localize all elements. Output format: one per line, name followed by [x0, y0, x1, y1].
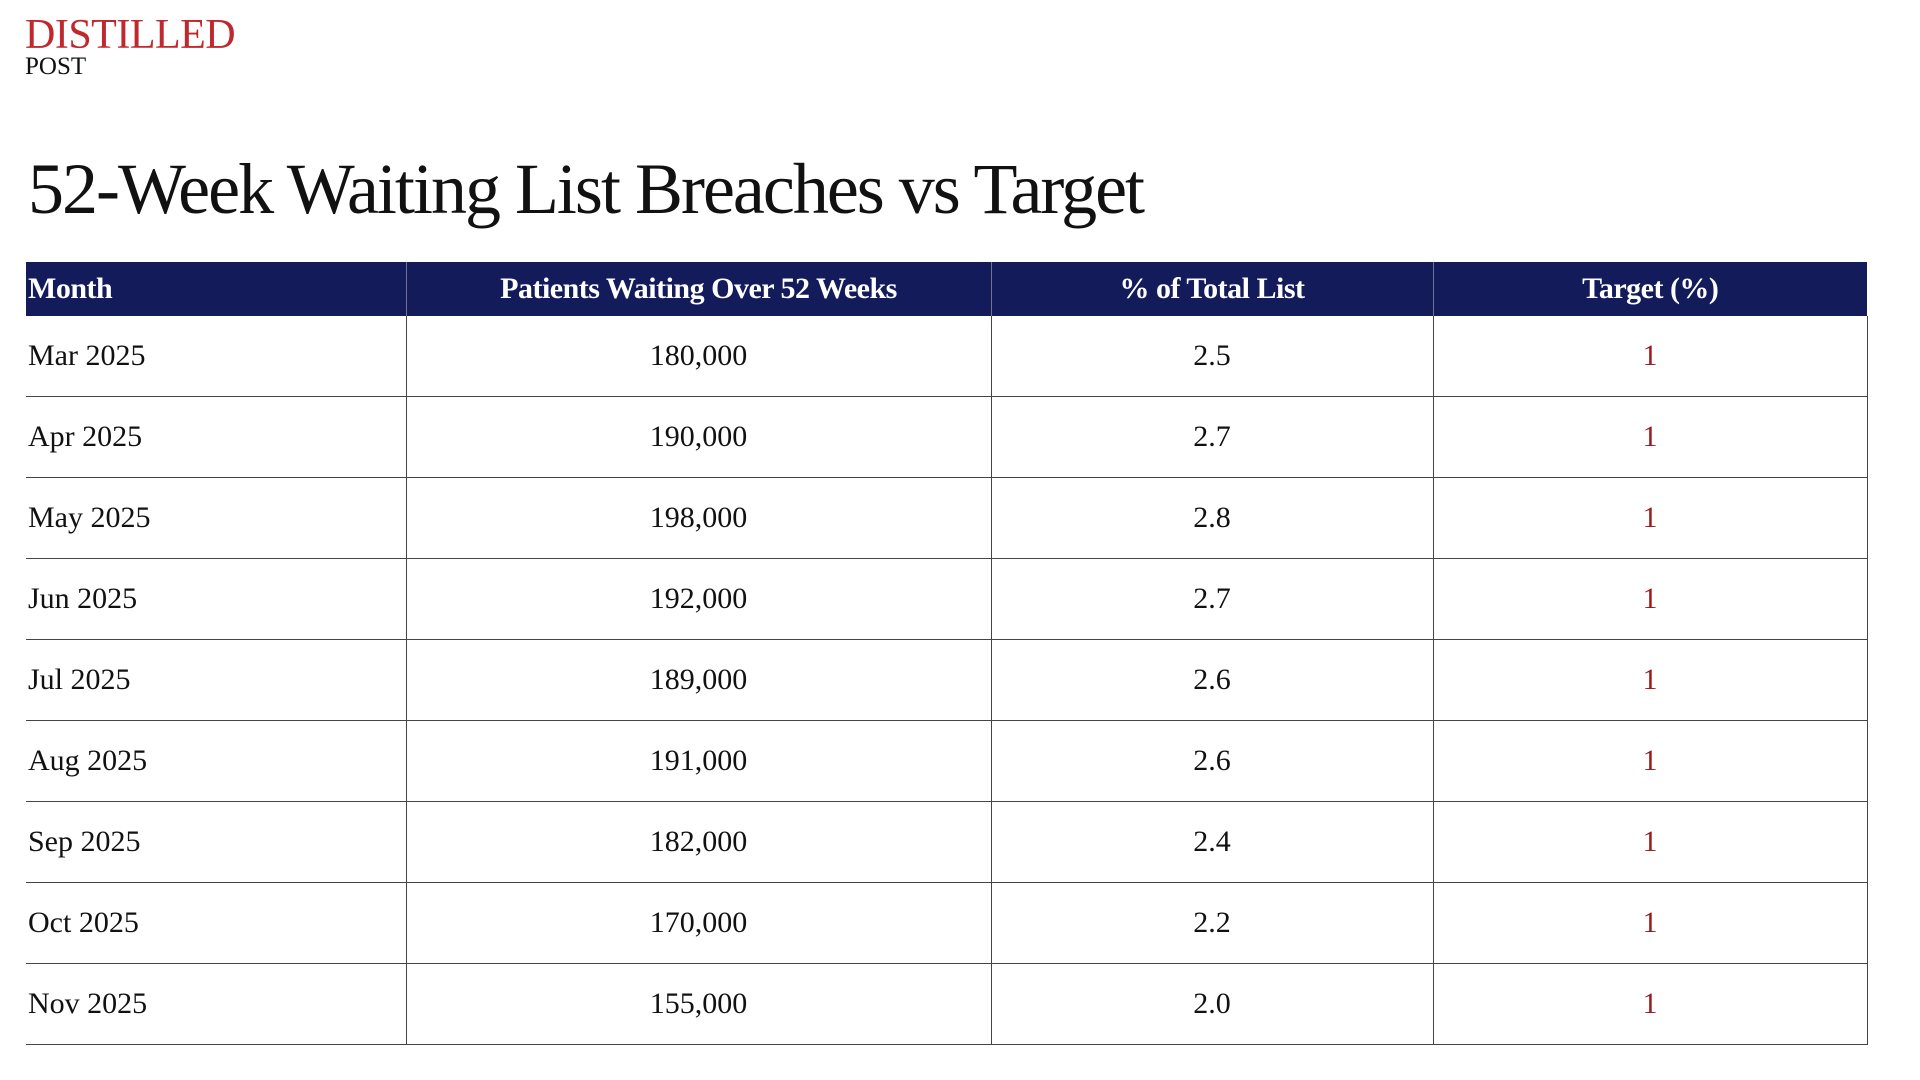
- month-cell: Sep 2025: [26, 802, 406, 883]
- month-cell: Jul 2025: [26, 640, 406, 721]
- column-header-patients: Patients Waiting Over 52 Weeks: [406, 262, 991, 316]
- patients-cell: 189,000: [406, 640, 991, 721]
- table-row: [26, 397, 1867, 478]
- table-row: [26, 721, 1867, 802]
- table-row: [26, 559, 1867, 640]
- patients-cell: 155,000: [406, 964, 991, 1045]
- brand-logo: [25, 14, 235, 79]
- target-cell: 1: [1433, 316, 1867, 397]
- month-cell: Aug 2025: [26, 721, 406, 802]
- target-cell: 1: [1433, 721, 1867, 802]
- target-cell: 1: [1433, 640, 1867, 721]
- column-header-target: Target (%): [1433, 262, 1867, 316]
- percent-cell: 2.2: [991, 883, 1433, 964]
- target-cell: 1: [1433, 478, 1867, 559]
- month-cell: Apr 2025: [26, 397, 406, 478]
- percent-cell: 2.7: [991, 397, 1433, 478]
- month-cell: Jun 2025: [26, 559, 406, 640]
- percent-cell: 2.6: [991, 721, 1433, 802]
- target-cell: 1: [1433, 964, 1867, 1045]
- column-header-month: Month: [26, 262, 406, 316]
- month-cell: Oct 2025: [26, 883, 406, 964]
- patients-cell: 192,000: [406, 559, 991, 640]
- table-row: [26, 964, 1867, 1045]
- table-row: [26, 883, 1867, 964]
- brand-sub: POST: [25, 53, 87, 80]
- patients-cell: 180,000: [406, 316, 991, 397]
- percent-cell: 2.8: [991, 478, 1433, 559]
- table-header-row: [26, 262, 1867, 316]
- percent-cell: 2.7: [991, 559, 1433, 640]
- table-row: [26, 478, 1867, 559]
- percent-cell: 2.5: [991, 316, 1433, 397]
- page-title: 52-Week Waiting List Breaches vs Target: [28, 149, 1144, 229]
- brand-name: DISTILLED: [25, 12, 236, 58]
- percent-cell: 2.0: [991, 964, 1433, 1045]
- target-cell: 1: [1433, 883, 1867, 964]
- data-table: [26, 262, 1868, 1045]
- patients-cell: 190,000: [406, 397, 991, 478]
- table-row: [26, 316, 1867, 397]
- month-cell: May 2025: [26, 478, 406, 559]
- column-header-percent: % of Total List: [991, 262, 1433, 316]
- table-row: [26, 802, 1867, 883]
- patients-cell: 170,000: [406, 883, 991, 964]
- percent-cell: 2.4: [991, 802, 1433, 883]
- target-cell: 1: [1433, 397, 1867, 478]
- percent-cell: 2.6: [991, 640, 1433, 721]
- target-cell: 1: [1433, 559, 1867, 640]
- patients-cell: 191,000: [406, 721, 991, 802]
- patients-cell: 198,000: [406, 478, 991, 559]
- month-cell: Mar 2025: [26, 316, 406, 397]
- target-cell: 1: [1433, 802, 1867, 883]
- patients-cell: 182,000: [406, 802, 991, 883]
- month-cell: Nov 2025: [26, 964, 406, 1045]
- table-row: [26, 640, 1867, 721]
